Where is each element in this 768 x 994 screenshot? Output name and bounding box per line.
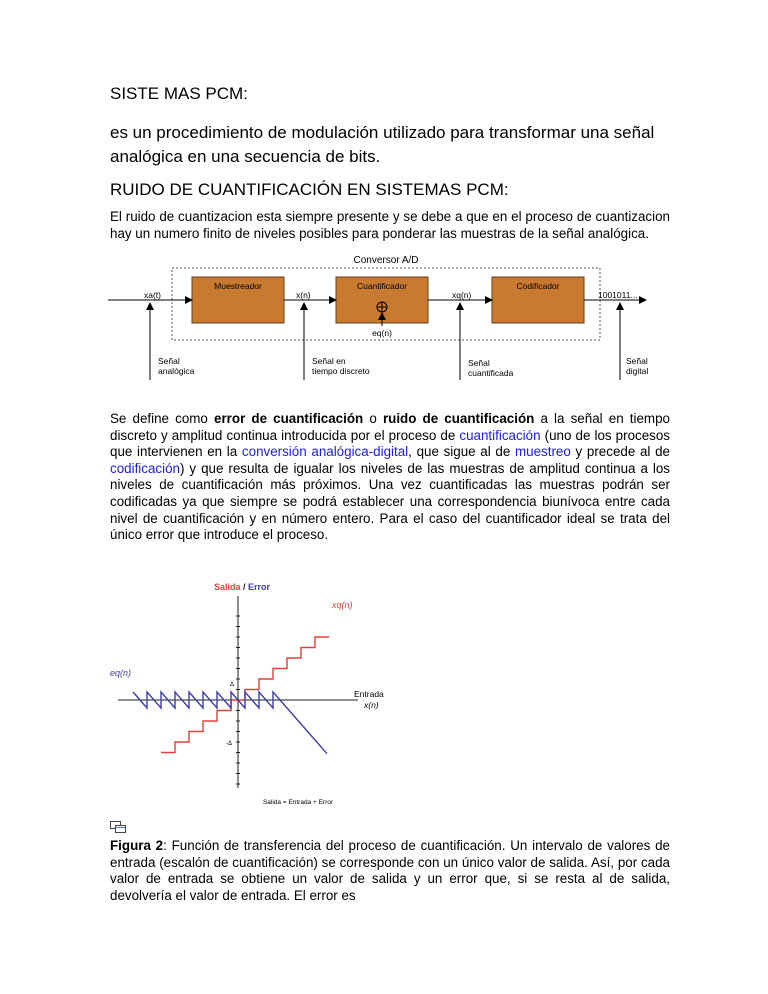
intro-paragraph: es un procedimiento de modulación utilizado para transformar una señal analógica en una secuencia de bits. [110,123,655,166]
figure-icon [110,821,126,833]
axis-title-separator: / [243,582,246,592]
axis-title-salida: Salida [214,582,241,592]
figure-caption-title: Figura 2 [110,838,164,853]
entrada-label: Entrada [354,689,384,699]
converter-title: Conversor A/D [353,255,419,266]
delta-pos-label: Δ [230,682,235,688]
caption-analog-1: Señal [158,356,180,366]
caption-digital-2: digital [626,366,648,376]
input-signal-label: xa(t) [144,290,161,300]
sampled-signal-label: x(n) [296,290,311,300]
figure-caption [110,838,670,904]
caption-discrete-1: Señal en [312,356,346,366]
block-cuantificador-label: Cuantificador [356,281,408,291]
caption-analog-2: analógica [158,366,195,376]
link-muestreo[interactable]: muestreo [515,444,571,460]
link-conversion-analogica-digital[interactable]: conversión analógica-digital [241,444,409,460]
xn-label: x(n) [364,700,379,710]
block-codificador-label: Codificador [516,281,560,291]
heading-ruido-cuantificacion: RUIDO DE CUANTIFICACIÓN EN SISTEMAS PCM: [110,180,509,199]
caption-quantized-1: Señal [468,358,490,368]
output-bits-label: 1001011... [598,290,638,300]
bold-ruido-cuantificacion: ruido de cuantificación [382,411,535,426]
heading-siste-mas-pcm: SISTE MAS PCM: [110,84,248,103]
quantized-signal-label: xq(n) [452,290,472,300]
caption-discrete-2: tiempo discreto [312,366,370,376]
figure-caption-text: : Función de transferencia del proceso de cuantificación. Un intervalo de valores de entrada (escalón de cuantificación) se corresponde con un único valor de salida. Así, por cada valor de entrada se obtiene un valor de salida y un error que, si se resta al de salida, devolvería el valor de entrada. El error es [110,838,670,903]
error-signal-label: eq(n) [372,328,392,338]
eq-label: eq(n) [110,668,132,678]
bold-error-cuantificacion: error de cuantificación [214,411,364,426]
link-cuantificacion[interactable]: cuantificación [459,427,541,443]
paragraph-error-definition: Se define como error de cuantificación o ruido de cuantificación a la señal en tiempo discreto y amplitud continua introducida por el proceso de cuantificación (uno de los procesos que intervienen en la conversión analógica-digital, que sigue al de muestreo y precede al de codificación) y que resulta de igualar los niveles de las muestras de amplitud continua a los niveles de cuantificación más próximos. Una vez cuantificadas las muestras podrán ser codificadas ya que siempre se podrá establecer una correspondencia biunívoca entre cada nivel de cuantificación y en número entero. Para el caso del cuantificador ideal se trata del único error que introduce el proceso. [110,411,671,543]
axis-title-error: Error [248,582,271,592]
ad-converter-diagram [108,246,648,386]
quantization-graph [108,578,428,814]
caption-quantized-2: cuantificada [468,368,514,378]
link-codificacion[interactable]: codificación [110,460,180,476]
xq-label: xq(n) [332,600,353,610]
block-muestreador-label: Muestreador [214,281,262,291]
formula-label: Salida = Entrada + Error [262,799,334,806]
caption-digital-1: Señal [626,356,648,366]
paragraph-ruido: El ruido de cuantizacion esta siempre presente y se debe a que en el proceso de cuantizacion hay un numero finito de niveles posibles para ponderar las muestras de la señal analógica. [110,209,670,241]
delta-neg-label: -Δ [226,741,233,747]
